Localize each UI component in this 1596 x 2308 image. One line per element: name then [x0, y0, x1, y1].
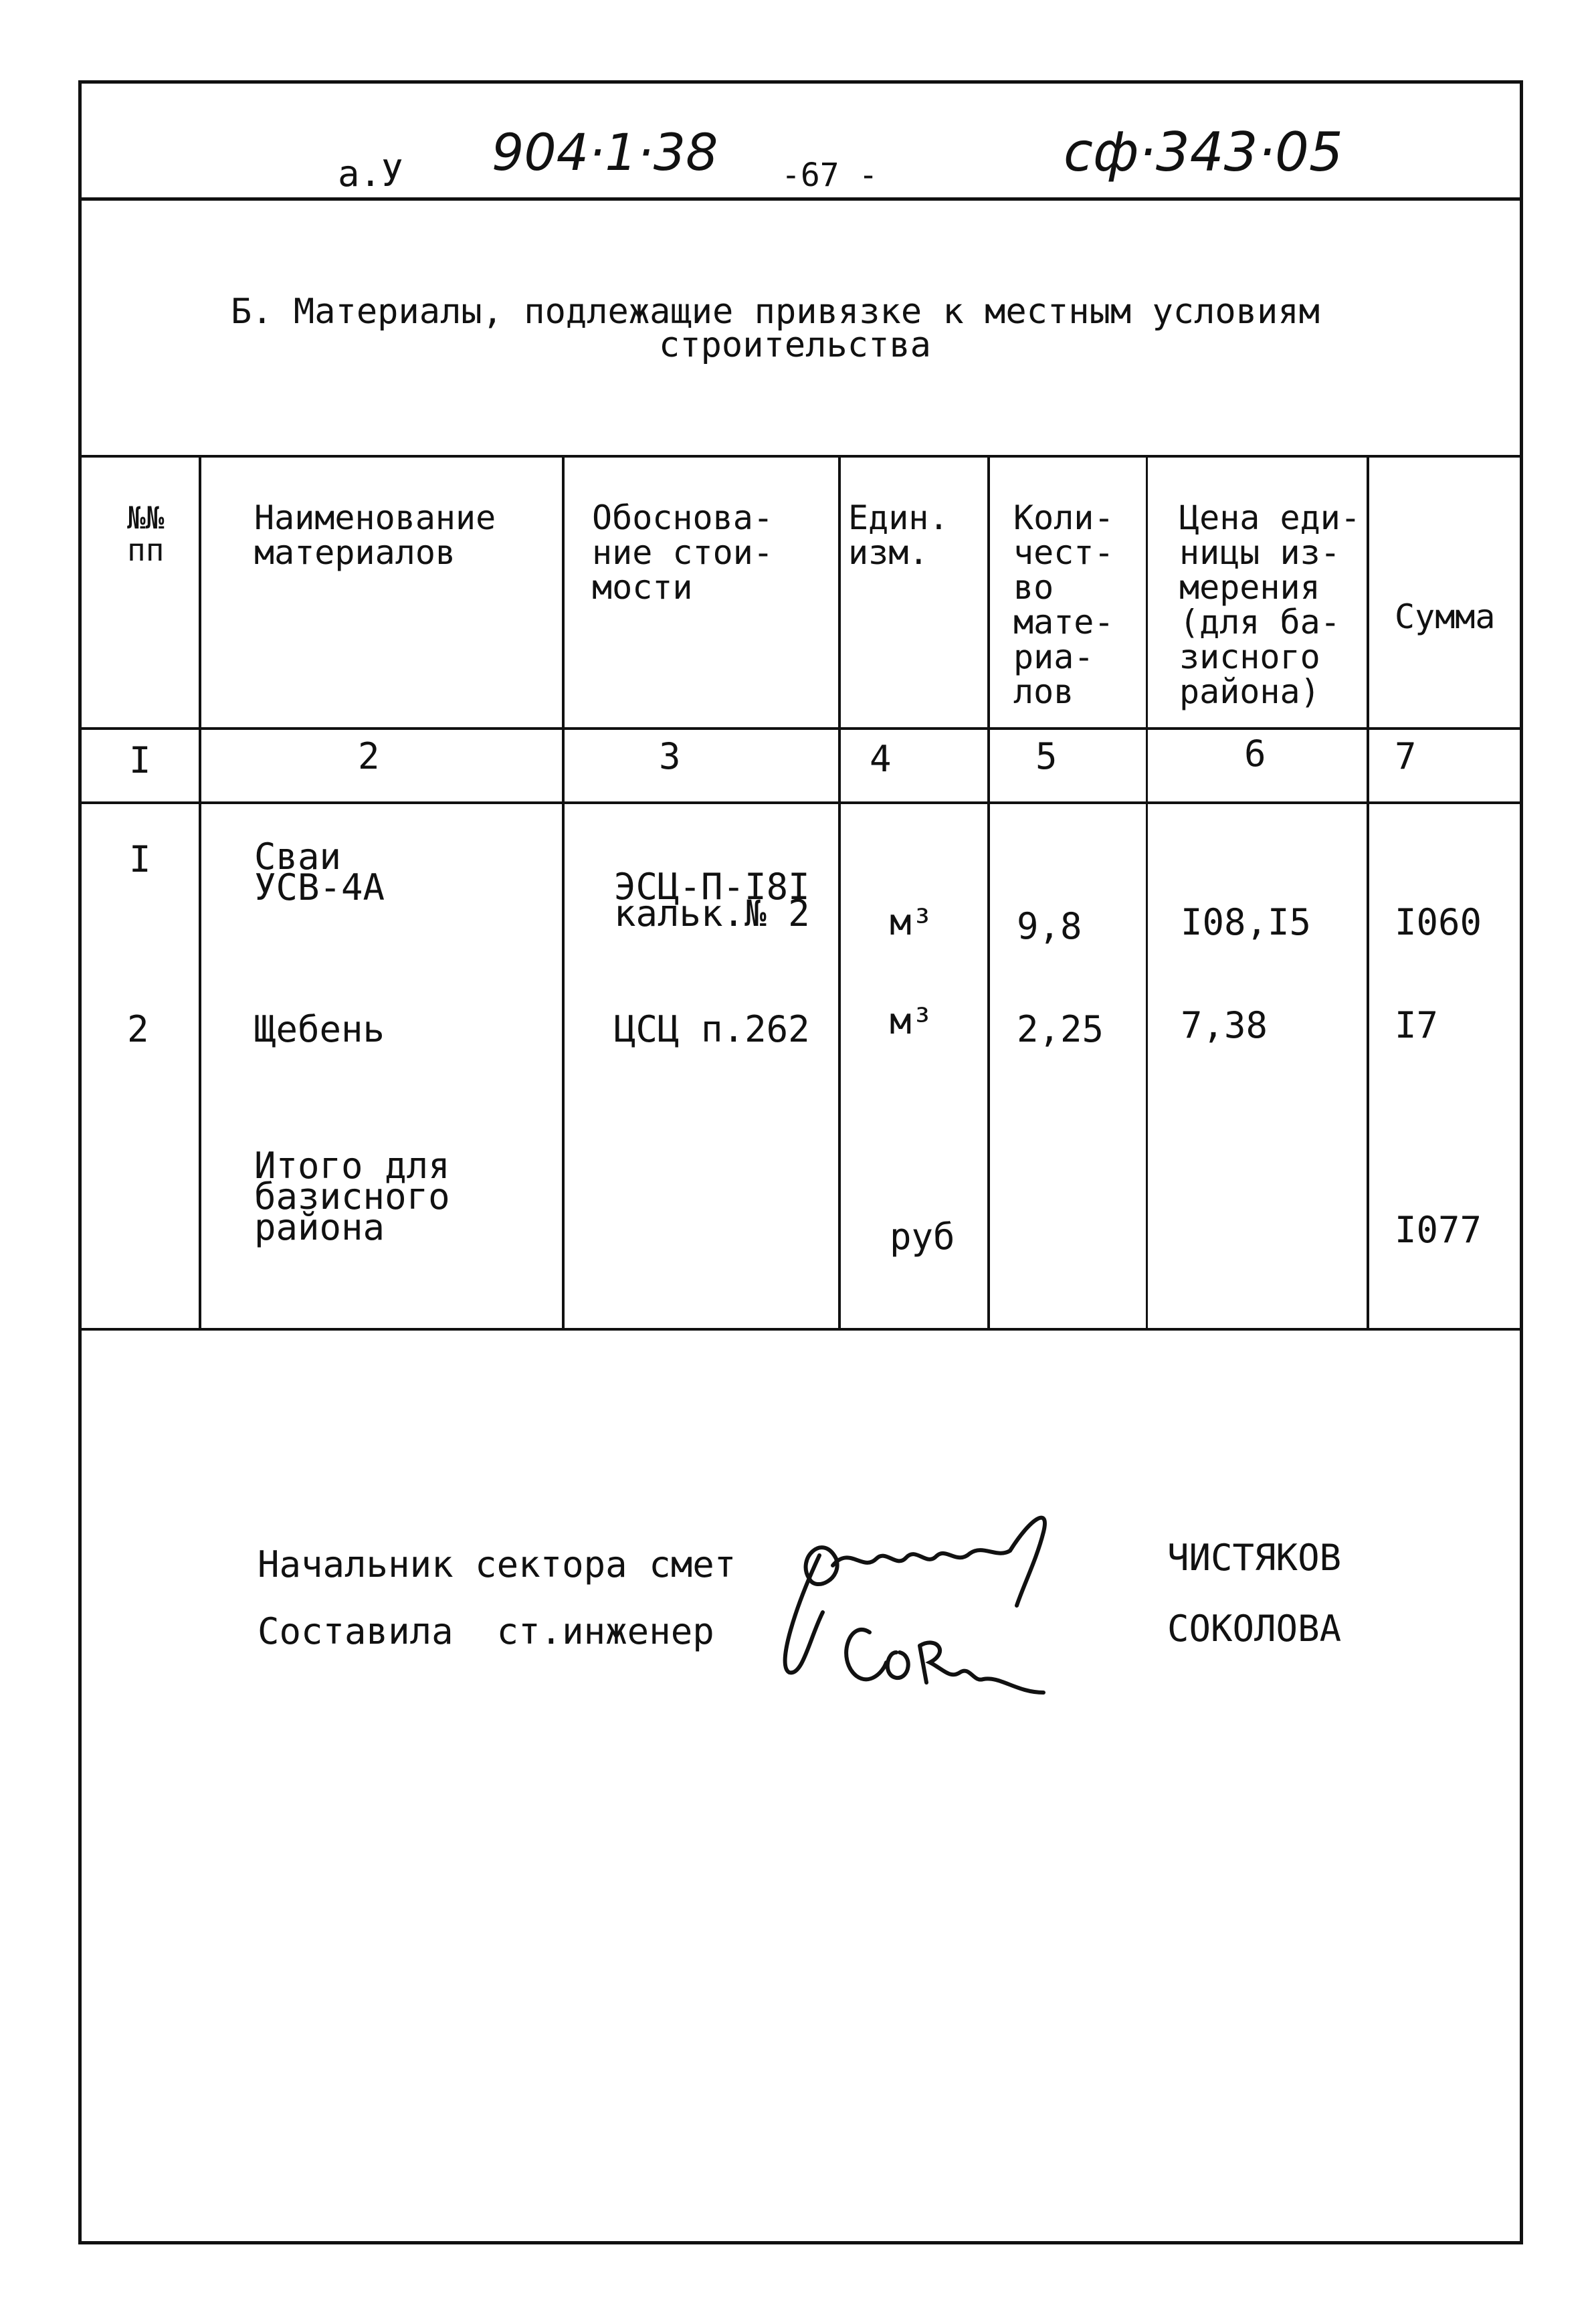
- col-divider-6: [1367, 455, 1369, 1329]
- header-unit: Един. изм.: [848, 498, 949, 572]
- signature-role-2: Составила ст.инженер: [258, 1610, 714, 1652]
- header-qty: Коли- чест- во мате- риа- лов: [1013, 498, 1114, 711]
- signature-name-2: СОКОЛОВА: [1167, 1608, 1342, 1650]
- col-divider-5: [1146, 455, 1148, 1329]
- header-divider: [78, 197, 1523, 201]
- total-unit: руб: [890, 1216, 955, 1258]
- col-number-2: 2: [358, 735, 380, 777]
- table-row-1-price: I08,I5: [1181, 901, 1312, 943]
- col-divider-2: [562, 455, 565, 1329]
- col-number-5: 5: [1035, 735, 1058, 777]
- col-number-7: 7: [1395, 735, 1417, 777]
- table-row-2-unit: м³: [890, 1000, 934, 1042]
- header-sum: Сумма: [1395, 597, 1496, 636]
- album-label: а.У: [338, 153, 403, 195]
- table-top-border: [78, 455, 1523, 458]
- header-bottom-border: [78, 727, 1523, 730]
- signature-name-1: ЧИСТЯКОВ: [1167, 1537, 1342, 1579]
- section-title-line1: Б. Материалы, подлежащие привязке к местным условиям: [231, 292, 1320, 332]
- col-number-6: 6: [1244, 733, 1266, 775]
- header-name: Наименование материалов: [254, 498, 496, 572]
- table-row-2-num: 2: [127, 1008, 149, 1050]
- header-basis: Обоснова- ние стои- мости: [592, 498, 773, 607]
- col-divider-1: [199, 455, 201, 1329]
- table-bottom-border: [78, 1328, 1523, 1331]
- col-divider-4: [987, 455, 990, 1329]
- signature-role-1: Начальник сектора смет: [258, 1543, 736, 1585]
- section-title-line2: строительства: [659, 325, 931, 365]
- column-number-row-border: [78, 801, 1523, 804]
- table-row-1-qty: 9,8: [1017, 905, 1082, 947]
- table-row-1-sum: I060: [1395, 901, 1482, 943]
- table-row-2-basis: ЦСЦ п.262: [614, 1008, 810, 1050]
- col-number-1: I: [129, 739, 151, 781]
- page-number: -67 -: [781, 157, 878, 194]
- table-row-1-unit: м³: [890, 901, 934, 943]
- header-num: №№ пп: [127, 500, 165, 568]
- table-row-1-basis: ЭСЦ-П-I8I кальк.№ 2: [614, 866, 810, 935]
- project-code: 904·1·38: [492, 122, 718, 182]
- total-label: Итого для базисного района: [254, 1145, 450, 1248]
- col-number-4: 4: [870, 738, 892, 780]
- table-row-2-sum: I7: [1395, 1004, 1439, 1046]
- table-row-2-price: 7,38: [1181, 1004, 1268, 1046]
- table-row-1-name: Сваи УСВ-4А: [254, 836, 385, 908]
- table-row-2-qty: 2,25: [1017, 1008, 1104, 1050]
- handwritten-signatures: [769, 1492, 1117, 1733]
- header-price: Цена еди- ницы из- мерения (для ба- зисного района): [1179, 498, 1361, 711]
- sheet-code: сф·343·05: [1064, 121, 1343, 183]
- col-divider-3: [838, 455, 841, 1329]
- table-row-1-num: I: [129, 838, 151, 880]
- col-number-3: 3: [659, 735, 681, 777]
- total-sum: I077: [1395, 1209, 1482, 1251]
- table-row-2-name: Щебень: [254, 1008, 385, 1050]
